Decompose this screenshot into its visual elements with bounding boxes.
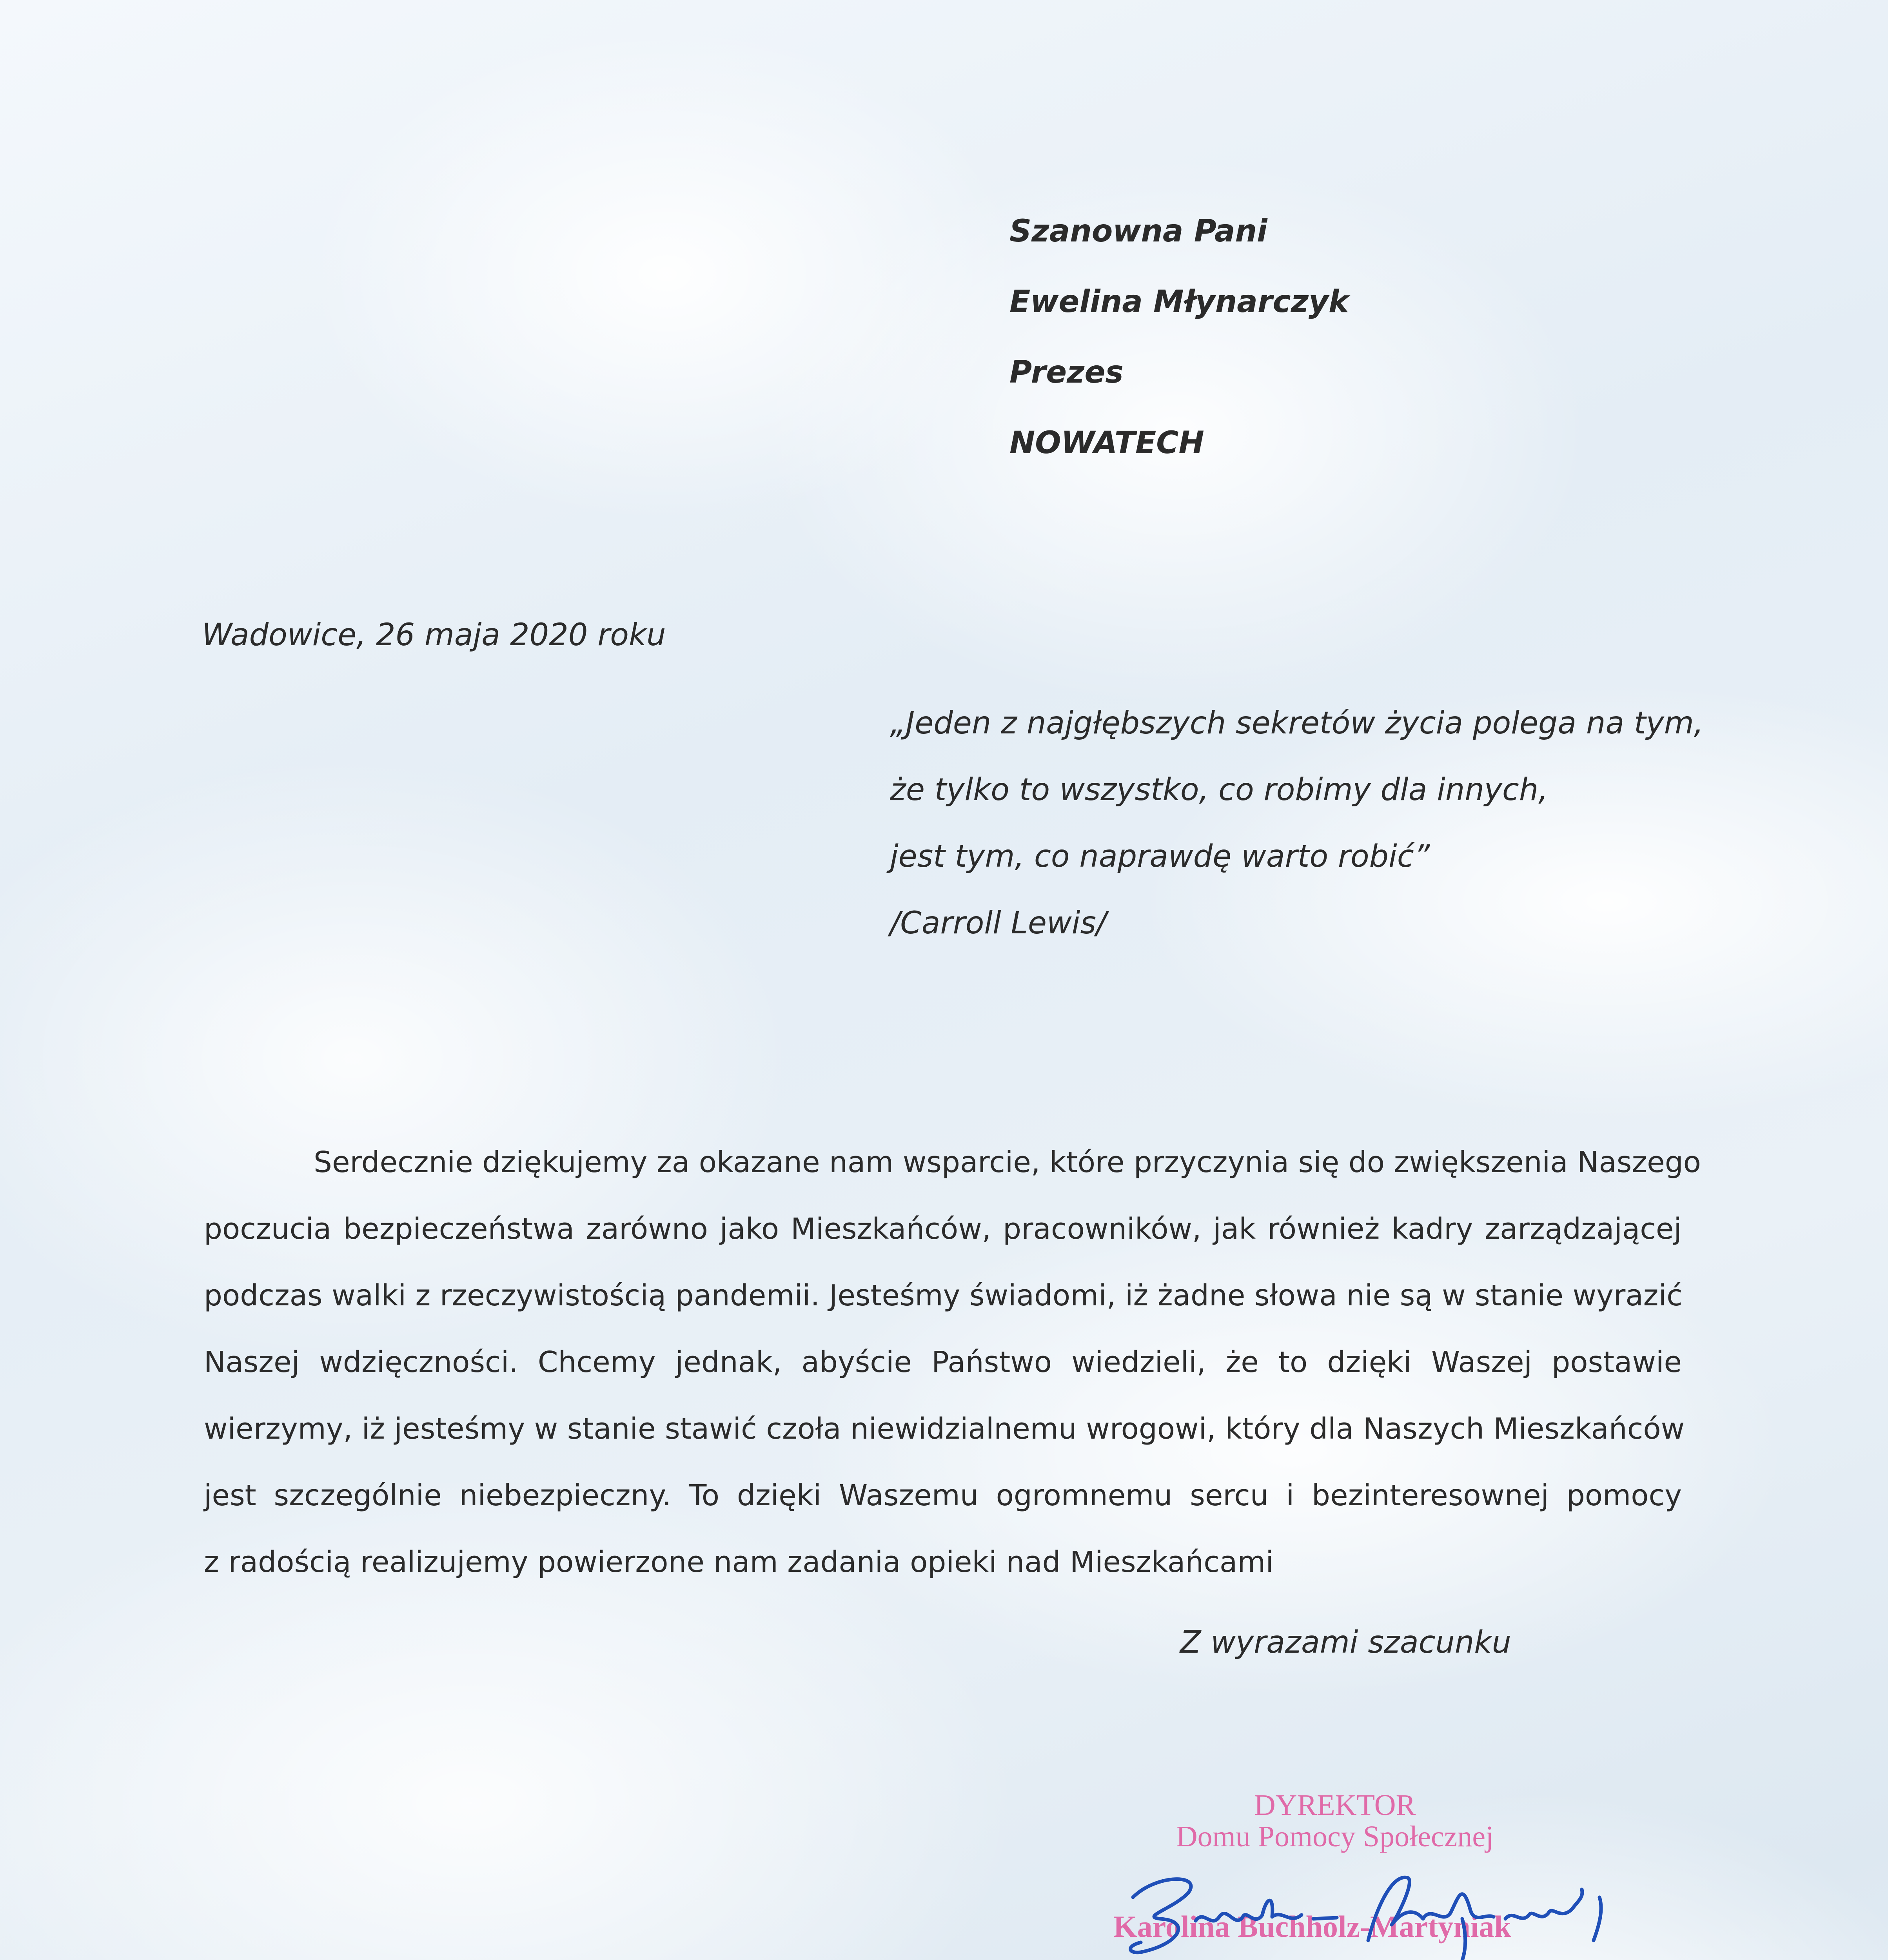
- letter-body: [204, 1129, 1701, 1595]
- motto-quote: [890, 690, 1704, 956]
- closing-phrase: Z wyrazami szacunku: [1180, 1625, 1511, 1660]
- body-line: wierzymy, iż jesteśmy w stanie stawić czoła niewidzialnemu wrogowi, który dla Naszych Mieszkańców: [204, 1412, 1685, 1446]
- recipient-block: [1009, 196, 1349, 478]
- body-line: z radością realizujemy powierzone nam zadania opieki nad Mieszkańcami: [204, 1545, 1274, 1579]
- recipient-title: Prezes: [1009, 355, 1124, 390]
- motto-line: „Jeden z najgłębszych sekretów życia polega na tym,: [890, 706, 1704, 741]
- body-line: jest szczególnie niebezpieczny. To dzięki Waszemu ogromnemu sercu i bezinteresownej pomocy: [204, 1479, 1682, 1512]
- stamp-name: Karolina Buchholz-Martyniak: [1113, 1909, 1511, 1944]
- body-line: poczucia bezpieczeństwa zarówno jako Mieszkańców, pracowników, jak również kadry zarządzającej: [204, 1212, 1682, 1246]
- recipient-name: Ewelina Młynarczyk: [1009, 284, 1349, 319]
- motto-line: jest tym, co naprawdę warto robić”: [890, 839, 1430, 874]
- recipient-company: NOWATECH: [1009, 425, 1204, 461]
- date-line: Wadowice, 26 maja 2020 roku: [202, 617, 666, 653]
- body-line: Serdecznie dziękujemy za okazane nam wsparcie, które przyczynia się do zwiększenia Naszego: [314, 1145, 1701, 1179]
- motto-author: /Carroll Lewis/: [890, 906, 1107, 941]
- motto-line: że tylko to wszystko, co robimy dla innych,: [890, 772, 1549, 808]
- stamp-institution: Domu Pomocy Społecznej: [1176, 1820, 1494, 1853]
- recipient-salutation: Szanowna Pani: [1009, 214, 1267, 249]
- handwritten-signature: [1117, 1850, 1627, 1960]
- body-line: podczas walki z rzeczywistością pandemii. Jesteśmy świadomi, iż żadne słowa nie są w stanie wyrazić: [204, 1279, 1683, 1312]
- body-line: Naszej wdzięczności. Chcemy jednak, abyście Państwo wiedzieli, że to dzięki Waszej postawie: [204, 1345, 1682, 1379]
- stamp-role: DYREKTOR: [1254, 1789, 1416, 1822]
